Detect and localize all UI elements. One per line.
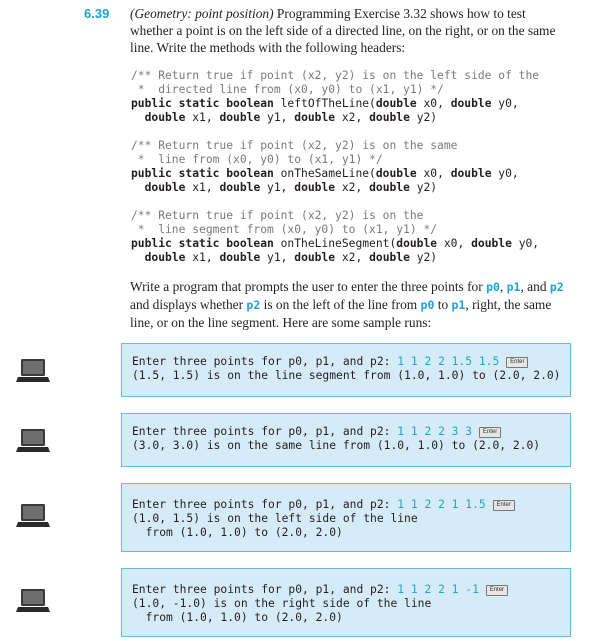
method-header-left-of-the-line: /** Return true if point (x2, y2) is on the left side of the * directed line from (x0, y0) to (x1, y1) */ public static boolean leftOfTheLine(double x0, double y0, double x1, double y1, double x2, double y2) [131, 69, 540, 124]
enter-key-icon: Enter [493, 500, 515, 511]
sample-run-1: Enter three points for p0, p1, and p2: 1 1 2 2 1.5 1.5 Enter (1.5, 1.5) is on the line segment from (1.0, 1.0) to (2.0, 2.0) [121, 343, 571, 397]
enter-key-icon: Enter [506, 357, 528, 368]
sample-run-2: Enter three points for p0, p1, and p2: 1 1 2 2 3 3 Enter (3.0, 3.0) is on the same line from (1.0, 1.0) to (2.0, 2.0) [121, 413, 571, 467]
exercise-description [130, 5, 570, 56]
description-text: Programming Exercise 3.32 shows how to test whether a point is on the left side of a directed line, on the right, or on the same line. Write the methods with the following headers: [130, 6, 556, 55]
exercise-title: (Geometry: point position) [130, 6, 274, 21]
laptop-icon [16, 503, 50, 529]
laptop-icon [16, 428, 50, 454]
laptop-icon [16, 358, 50, 384]
program-instructions: Write a program that prompts the user to enter the three points for p0, p1, and p2 and displays whether p2 is on the left of the line from p0 to p1, right, the same line, or on the line segment. Here are some sample runs: [130, 279, 564, 330]
laptop-icon [16, 588, 50, 614]
enter-key-icon: Enter [486, 585, 508, 596]
run-input: 1 1 2 2 1.5 1.5 [397, 355, 500, 368]
sample-run-3: Enter three points for p0, p1, and p2: 1 1 2 2 1 1.5 Enter (1.0, 1.5) is on the left side of the line from (1.0, 1.0) to (2.0, 2.0) [121, 483, 571, 552]
run-input: 1 1 2 2 1 -1 [397, 583, 479, 596]
run-input: 1 1 2 2 3 3 [397, 425, 473, 438]
run-input: 1 1 2 2 1 1.5 [397, 498, 486, 511]
sample-run-4: Enter three points for p0, p1, and p2: 1 1 2 2 1 -1 Enter (1.0, -1.0) is on the right side of the line from (1.0, 1.0) to (2.0, 2.0) [121, 568, 571, 637]
method-header-on-the-same-line: /** Return true if point (x2, y2) is on the same * line from (x0, y0) to (x1, y1) */ public static boolean onTheSameLine(double x0, double y0, double x1, double y1, double x2, double y2) [131, 139, 519, 194]
enter-key-icon: Enter [479, 427, 501, 438]
method-header-on-the-line-segment: /** Return true if point (x2, y2) is on the * line segment from (x0, y0) to (x1, y1) */ public static boolean onTheLineSegment(double x0, double y0, double x1, double y1, double x2, double y2) [131, 209, 540, 264]
exercise-number: 6.39 [84, 6, 110, 21]
